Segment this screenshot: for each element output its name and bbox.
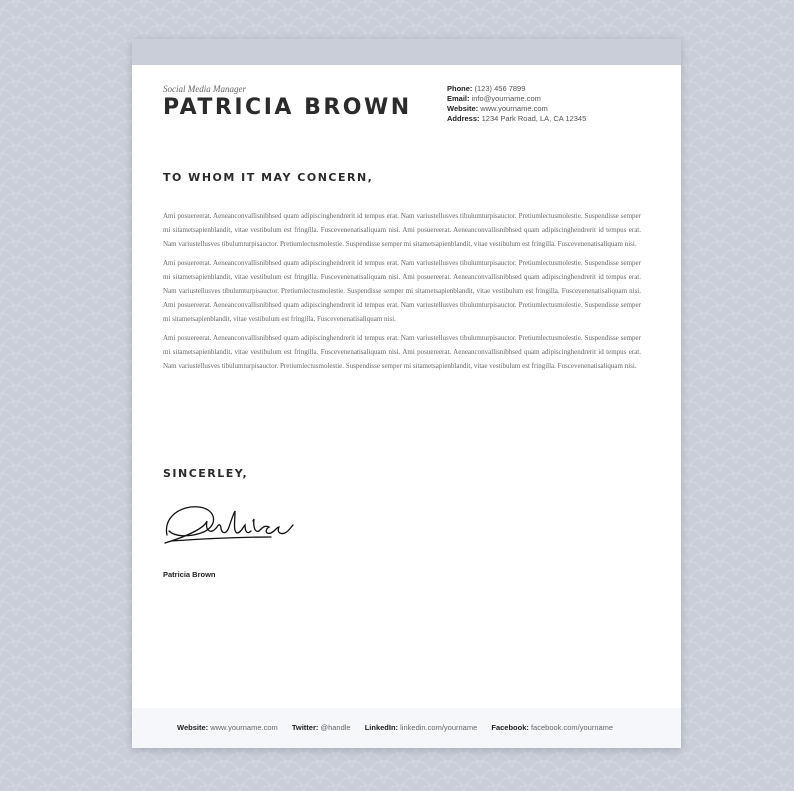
letter-body	[163, 209, 641, 378]
paragraph-3: Ami posuereerat. Aeneanconvallisnibhsed quam adipiscinghendrerit id tempus erat. Nam variustellusves tibulumturpisauctor. Pretiumlectusmolestie. Suspendisse semper mi sitametsapienblandit, vitae vestibulum est fringilla. Fuscevenenatisaliquam nisi. Ami posuereerat. Aeneanconvallisnibhsed quam adipiscinghendrerit id tempus erat. Nam variustellusves tibulumturpisauctor. Pretiumlectusmolestie. Suspendisse semper mi sitametsapienblandit, vitae vestibulum est fringilla. Fuscevenenatisaliquam nisi.	[163, 334, 641, 370]
footer	[132, 708, 681, 748]
contact-address: Address: 1234 Park Road, LA, CA 12345	[447, 114, 587, 123]
contact-block	[447, 84, 586, 124]
signature-image	[161, 497, 301, 549]
top-band	[132, 39, 681, 65]
closing: SINCERLEY,	[163, 467, 249, 480]
footer-twitter[interactable]: Twitter: @handle	[291, 723, 351, 732]
letterhead-page	[132, 39, 681, 748]
footer-website[interactable]: Website: www.yourname.com	[177, 723, 278, 732]
contact-email: Email: info@yourname.com	[447, 94, 541, 103]
paragraph-2: Ami posuereerat. Aeneanconvallisnibhsed quam adipiscinghendrerit id tempus erat. Nam variustellusves tibulumturpisauctor. Pretiumlectusmolestie. Suspendisse semper mi sitametsapienblandit, vitae vestibulum est fringilla. Fuscevenenatisaliquam nisi. Ami posuereerat. Aeneanconvallisnibhsed quam adipiscinghendrerit id tempus erat. Nam variustellusves tibulumturpisauctor. Pretiumlectusmolestie. Suspendisse semper mi sitametsapienblandit, vitae vestibulum est fringilla. Fuscevenenatisaliquam nisi. Ami posuereerat. Aeneanconvallisnibhsed quam adipiscinghendrerit id tempus erat. Nam variustellusves tibulumturpisauctor. Pretiumlectusmolestie. Suspendisse semper mi sitametsapienblandit, vitae vestibulum est fringilla. Fuscevenenatisaliquam nisi.	[163, 259, 641, 323]
footer-facebook[interactable]: Facebook: facebook.com/yourname	[491, 723, 614, 732]
contact-phone: Phone: (123) 456 7899	[447, 84, 526, 93]
applicant-name: PATRICIA BROWN	[163, 95, 412, 120]
footer-linkedin[interactable]: LinkedIn: linkedin.com/yourname	[364, 723, 478, 732]
contact-website: Website: www.yourname.com	[447, 104, 548, 113]
salutation: TO WHOM IT MAY CONCERN,	[163, 171, 374, 184]
paragraph-1: Ami posuereerat. Aeneanconvallisnibhsed quam adipiscinghendrerit id tempus erat. Nam variustellusves tibulumturpisauctor. Pretiumlectusmolestie. Suspendisse semper mi sitametsapienblandit, vitae vestibulum est fringilla. Fuscevenenatisaliquam nisi. Ami posuereerat. Aeneanconvallisnibhsed quam adipiscinghendrerit id tempus erat. Nam variustellusves tibulumturpisauctor. Pretiumlectusmolestie. Suspendisse semper mi sitametsapienblandit, vitae vestibulum est fringilla. Fuscevenenatisaliquam nisi.	[163, 212, 641, 248]
job-title: Social Media Manager	[163, 84, 246, 94]
signer-name: Patricia Brown	[163, 570, 216, 579]
